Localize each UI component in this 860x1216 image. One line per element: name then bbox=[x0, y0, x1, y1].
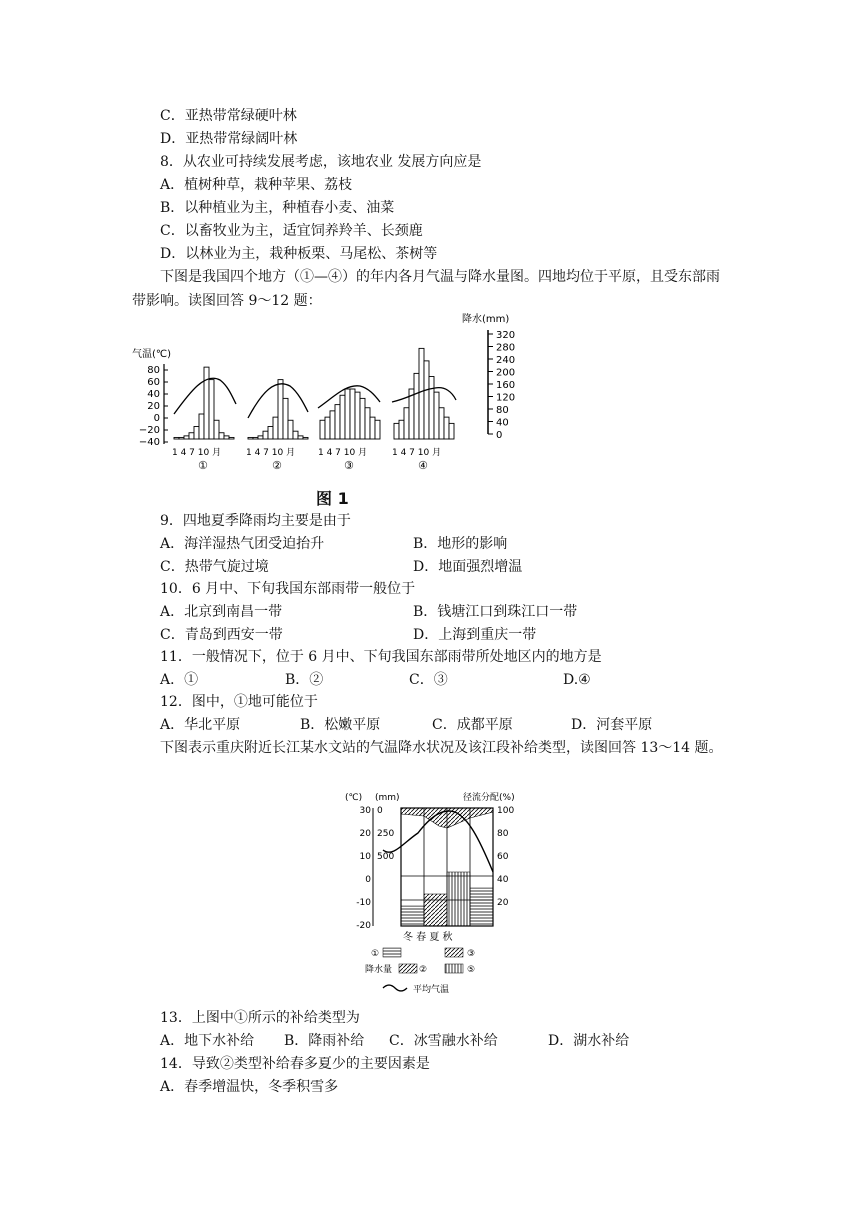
q13-option-b: B．降雨补给 bbox=[284, 1033, 365, 1049]
precip-bar bbox=[273, 417, 278, 439]
q9-option-c: C．热带气旋过境 bbox=[160, 559, 269, 575]
precip-bar bbox=[303, 437, 308, 439]
fig2-legend-1: ① bbox=[371, 949, 380, 959]
q10-option-c: C．青岛到西安一带 bbox=[160, 627, 283, 643]
precip-bar bbox=[278, 380, 283, 439]
precip-bar bbox=[194, 427, 199, 440]
q9-stem: 9．四地夏季降雨均主要是由于 bbox=[160, 513, 351, 529]
temp-tick-label: −20 bbox=[138, 425, 160, 436]
precip-bar bbox=[375, 420, 380, 439]
precip-bar bbox=[199, 414, 204, 439]
q9-option-b: B．地形的影响 bbox=[413, 536, 508, 552]
q12-option-c: C．成都平原 bbox=[432, 717, 513, 733]
fig2-precip-tick: 500 bbox=[377, 852, 395, 862]
fig2-temp-tick: 0 bbox=[365, 875, 371, 885]
q10-option-a: A．北京到南昌一带 bbox=[160, 604, 283, 620]
q8-option-d: D．以林业为主，栽种板栗、马尾松、茶树等 bbox=[160, 246, 438, 262]
q11-stem: 11．一般情况下，位于 6 月中、下旬我国东部雨带所处地区内的地方是 bbox=[160, 649, 602, 665]
precip-tick-label: 120 bbox=[496, 392, 516, 404]
precip-bar bbox=[439, 408, 444, 439]
q7-option-c: C．亚热带常绿硬叶林 bbox=[160, 108, 297, 124]
q8-option-a: A．植树种草，栽种苹果、荔枝 bbox=[160, 177, 353, 193]
fig2-runoff-tick: 60 bbox=[497, 852, 509, 862]
precip-tick-label: 80 bbox=[496, 405, 509, 416]
precip-bar bbox=[179, 437, 184, 439]
precip-bar bbox=[219, 433, 224, 439]
panel-label: ① bbox=[198, 459, 208, 472]
precip-bar bbox=[444, 417, 449, 439]
intro-q13-14: 下图表示重庆附近长江某水文站的气温降水状况及该江段补给类型，读图回答 13～14 题。 bbox=[160, 740, 723, 756]
temp-tick-label: −40 bbox=[138, 437, 160, 448]
q10-option-b: B．钱塘江口到珠江口一带 bbox=[413, 604, 578, 620]
precip-bar bbox=[248, 437, 253, 439]
precip-bar bbox=[419, 348, 424, 439]
precip-bar bbox=[224, 436, 229, 439]
climate-panel-3 bbox=[318, 386, 380, 472]
precip-bar bbox=[350, 389, 355, 439]
panel-label: ④ bbox=[418, 459, 428, 472]
q13-option-d: D．湖水补给 bbox=[548, 1033, 630, 1049]
precip-bar bbox=[429, 377, 434, 440]
fig2-runoff-tick: 40 bbox=[497, 875, 509, 885]
fig2-legend-5: ⑤ bbox=[467, 965, 476, 975]
precip-tick-label: 280 bbox=[496, 342, 516, 354]
month-ticks: 1 4 7 10 月 bbox=[246, 448, 296, 458]
precip-bar bbox=[283, 398, 288, 439]
precip-bar bbox=[189, 433, 194, 439]
precip-bar bbox=[293, 431, 298, 439]
precip-bar bbox=[204, 367, 209, 439]
fig2-legend-2: ② bbox=[419, 965, 428, 975]
q12-option-a: A．华北平原 bbox=[160, 717, 241, 733]
month-ticks: 1 4 7 10 月 bbox=[172, 448, 222, 458]
q10-option-d: D．上海到重庆一带 bbox=[413, 627, 537, 643]
figure-1-climate-charts bbox=[130, 312, 530, 472]
panel-label: ③ bbox=[344, 459, 354, 472]
month-ticks: 1 4 7 10 月 bbox=[318, 448, 368, 458]
fig2-runoff-tick: 80 bbox=[497, 829, 509, 839]
fig2-legend-temp: 平均气温 bbox=[413, 985, 450, 995]
precip-bar bbox=[434, 392, 439, 439]
precip-bar bbox=[355, 392, 360, 439]
fig2-legend-3: ③ bbox=[467, 949, 476, 959]
temp-tick-label: 0 bbox=[153, 413, 160, 424]
q13-option-a: A．地下水补给 bbox=[160, 1033, 255, 1049]
precip-bar bbox=[209, 380, 214, 439]
q12-stem: 12．图中，①地可能位于 bbox=[160, 694, 318, 710]
q9-option-d: D．地面强烈增温 bbox=[413, 559, 523, 575]
precip-tick-label: 40 bbox=[496, 417, 509, 429]
precip-tick-label: 200 bbox=[496, 367, 516, 379]
fig2-temp-tick: 10 bbox=[359, 852, 371, 862]
fig2-runoff-tick: 100 bbox=[497, 806, 515, 816]
precip-bar bbox=[258, 436, 263, 439]
figure-1-caption: 图 1 bbox=[316, 489, 349, 508]
fig2-legend-precip: 降水量 bbox=[365, 965, 393, 975]
precip-bar bbox=[253, 437, 258, 439]
precip-axis-label: 降水(mm) bbox=[462, 314, 510, 325]
q12-option-b: B．松嫩平原 bbox=[300, 717, 381, 733]
fig2-temp-tick: 30 bbox=[359, 806, 371, 816]
q14-stem: 14．导致②类型补给春多夏少的主要因素是 bbox=[160, 1056, 430, 1072]
q9-option-a: A．海洋湿热气团受迫抬升 bbox=[160, 536, 325, 552]
precip-bar bbox=[288, 420, 293, 439]
precip-bar bbox=[340, 395, 345, 439]
precip-bar bbox=[365, 408, 370, 439]
q8-option-c: C．以畜牧业为主，适宜饲养羚羊、长颈鹿 bbox=[160, 223, 423, 239]
precip-bar bbox=[268, 427, 273, 440]
temp-axis-label: 气温(℃) bbox=[132, 349, 172, 360]
precip-bar bbox=[404, 408, 409, 439]
precip-bar bbox=[335, 405, 340, 439]
q7-option-d: D．亚热带常绿阔叶林 bbox=[160, 131, 298, 147]
q10-stem: 10．6 月中、下旬我国东部雨带一般位于 bbox=[160, 581, 416, 597]
fig2-runoff-tick: 20 bbox=[497, 898, 509, 908]
precip-bar bbox=[325, 417, 330, 439]
precip-tick-label: 240 bbox=[496, 355, 516, 366]
climate-panel-4 bbox=[392, 348, 456, 472]
panel-label: ② bbox=[272, 459, 282, 472]
q13-stem: 13．上图中①所示的补给类型为 bbox=[160, 1010, 360, 1026]
precip-bar bbox=[449, 423, 454, 439]
precip-bar bbox=[229, 437, 234, 439]
figure-2-runoff-chart bbox=[343, 788, 523, 1003]
q12-option-d: D．河套平原 bbox=[571, 717, 653, 733]
q14-option-a: A．春季增温快，冬季积雪多 bbox=[160, 1079, 339, 1095]
temp-tick-label: 80 bbox=[147, 365, 160, 376]
temp-tick-label: 60 bbox=[147, 377, 160, 388]
temp-tick-label: 40 bbox=[147, 389, 160, 400]
precip-bar bbox=[424, 361, 429, 439]
precip-bar bbox=[394, 423, 399, 439]
precip-bar bbox=[330, 411, 335, 439]
precip-bar bbox=[320, 420, 325, 439]
fig2-seasons: 冬 春 夏 秋 bbox=[403, 932, 453, 943]
q11-option-a: A．① bbox=[160, 672, 199, 688]
q13-option-c: C．冰雪融水补给 bbox=[389, 1033, 498, 1049]
q8-option-b: B．以种植业为主，种植春小麦、油菜 bbox=[160, 200, 395, 216]
intro-q9-12: 下图是我国四个地方（①—④）的年内各月气温与降水量图。四地均位于平原，且受东部雨带影响。读图回答 9～12 题： bbox=[132, 269, 720, 309]
precip-bar bbox=[345, 389, 350, 439]
precip-bar bbox=[298, 436, 303, 439]
precip-bar bbox=[214, 420, 219, 439]
q11-option-c: C．③ bbox=[409, 672, 448, 688]
precip-bar bbox=[414, 373, 419, 439]
precip-tick-label: 160 bbox=[496, 380, 516, 391]
q8-stem: 8．从农业可持续发展考虑，该地农业 发展方向应是 bbox=[160, 154, 482, 170]
precip-bar bbox=[399, 420, 404, 439]
q11-option-d: D.④ bbox=[563, 672, 591, 688]
fig2-runoff-label: 径流分配(%) bbox=[463, 793, 515, 803]
precip-bar bbox=[360, 398, 365, 439]
precip-bar bbox=[263, 431, 268, 439]
precip-bar bbox=[174, 437, 179, 439]
fig2-temp-tick: 20 bbox=[359, 829, 371, 839]
fig2-temp-tick: -20 bbox=[356, 921, 371, 931]
precip-tick-label: 0 bbox=[496, 430, 503, 441]
fig2-precip-tick: 0 bbox=[377, 806, 383, 816]
fig2-temp-tick: -10 bbox=[356, 898, 371, 908]
fig2-precip-tick: 250 bbox=[377, 829, 395, 839]
precip-tick-label: 320 bbox=[496, 330, 516, 341]
q11-option-b: B．② bbox=[285, 672, 324, 688]
climate-panel-1 bbox=[172, 367, 236, 472]
month-ticks: 1 4 7 10 月 bbox=[392, 448, 442, 458]
climate-panel-2 bbox=[246, 380, 308, 472]
fig2-temp-unit: (℃) bbox=[345, 793, 363, 803]
temp-tick-label: 20 bbox=[147, 401, 160, 412]
fig2-precip-unit: (mm) bbox=[375, 793, 400, 803]
precip-bar bbox=[370, 417, 375, 439]
precip-bar bbox=[184, 436, 189, 439]
